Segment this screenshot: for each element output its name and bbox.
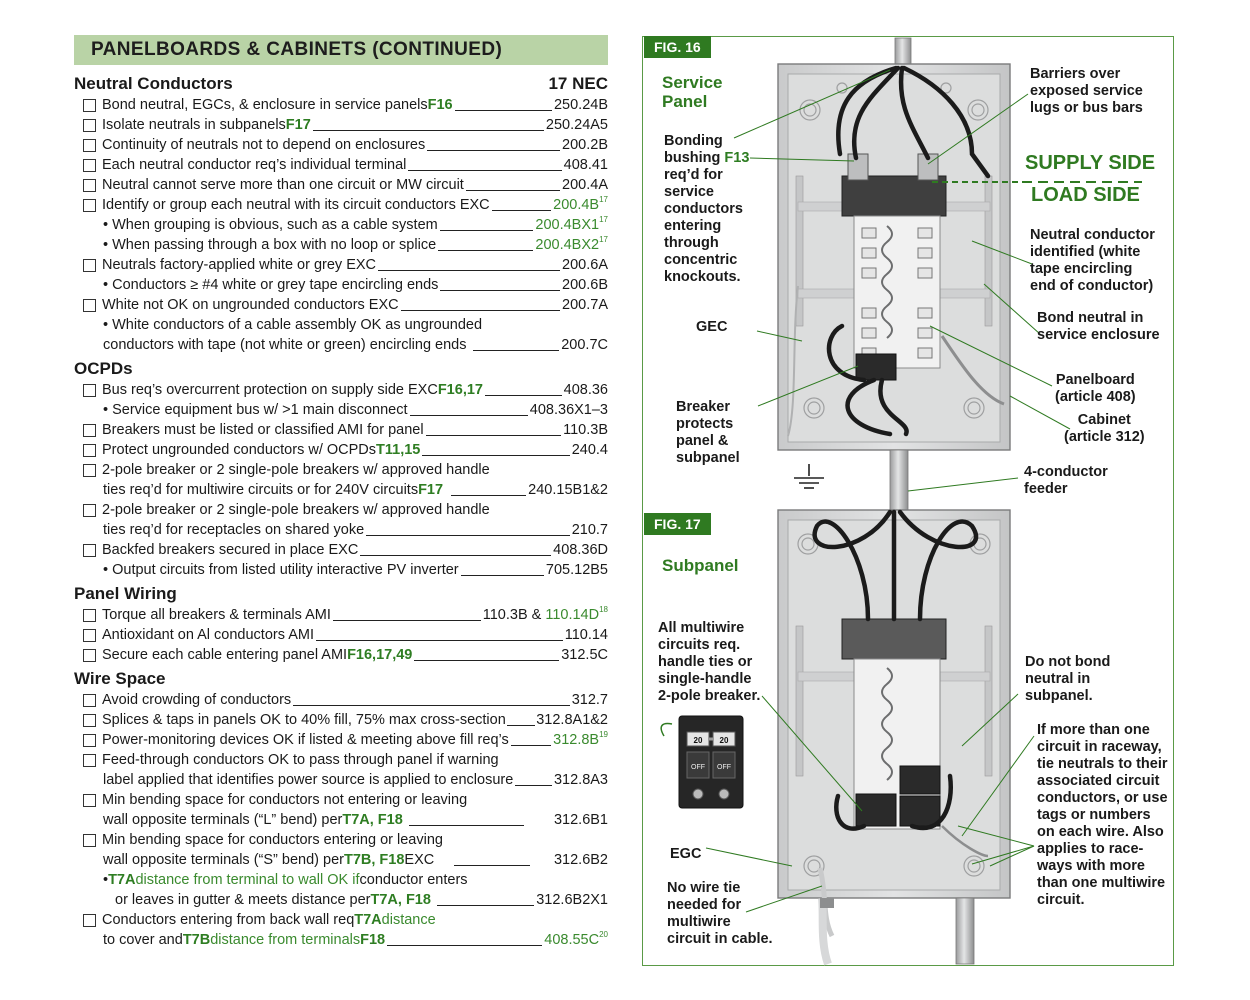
cable-clamp bbox=[820, 898, 834, 908]
breaker-off-left: OFF bbox=[691, 764, 705, 771]
checkbox[interactable] bbox=[83, 179, 96, 192]
ground-symbol-icon bbox=[794, 464, 824, 488]
checkbox[interactable] bbox=[83, 119, 96, 132]
list-item: Continuity of neutrals not to depend on enclosures 200.2B bbox=[74, 135, 608, 155]
list-item: Protect ungrounded conductors w/ OCPDs T11,15 240.4 bbox=[74, 440, 608, 460]
list-item: Power-monitoring devices OK if listed & meeting above fill req’s $312.8B^{19}$ bbox=[74, 730, 608, 750]
checkbox[interactable] bbox=[83, 259, 96, 272]
checkbox[interactable] bbox=[83, 714, 96, 727]
list-item: Splices & taps in panels OK to 40% fill, 75% max cross-section 312.8A1&2 bbox=[74, 710, 608, 730]
checkbox[interactable] bbox=[83, 159, 96, 172]
list-item: 2-pole breaker or 2 single-pole breakers w/ approved handle bbox=[74, 460, 608, 480]
list-item: Min bending space for conductors not entering or leaving bbox=[74, 790, 608, 810]
checkbox[interactable] bbox=[83, 694, 96, 707]
label-do-not-bond: Do not bond neutral in subpanel. bbox=[1025, 654, 1111, 704]
main-breaker bbox=[842, 176, 946, 216]
list-item: • White conductors of a cable assembly OK as ungrounded bbox=[103, 317, 483, 333]
list-item: conductors with tape (not white or green) encircling ends 200.7C bbox=[103, 337, 608, 353]
ground-bar-sub-left bbox=[796, 626, 803, 776]
list-item: Torque all breakers & terminals AMI 110.3B & $110.14D^{18}$ bbox=[74, 605, 608, 625]
checkbox[interactable] bbox=[83, 199, 96, 212]
feeder-conduit bbox=[890, 450, 908, 512]
list-item: • Output circuits from listed utility interactive PV inverter 705.12B5 bbox=[103, 562, 608, 578]
curved-arrow-icon bbox=[661, 724, 672, 737]
main-lugs-sub bbox=[842, 619, 946, 659]
section-neutral-conductors bbox=[74, 73, 608, 95]
checkbox[interactable] bbox=[83, 139, 96, 152]
list-item: wall opposite terminals (“S” bend) per T7B, F18 EXC 312.6B2 bbox=[103, 852, 608, 868]
checkbox[interactable] bbox=[83, 834, 96, 847]
label-egc: EGC bbox=[670, 846, 702, 862]
fig16-tag: FIG. 16 bbox=[644, 36, 711, 58]
list-item: 2-pole breaker or 2 single-pole breakers w/ approved handle bbox=[74, 500, 608, 520]
checkbox[interactable] bbox=[83, 424, 96, 437]
fig17-title: Subpanel bbox=[662, 556, 739, 575]
section-ocpds bbox=[74, 358, 608, 380]
list-item: Min bending space for conductors entering or leaving bbox=[74, 830, 608, 850]
checkbox[interactable] bbox=[83, 609, 96, 622]
checkbox[interactable] bbox=[83, 649, 96, 662]
list-item: Isolate neutrals in subpanels F17 250.24A5 bbox=[74, 115, 608, 135]
checkbox[interactable] bbox=[83, 754, 96, 767]
breaker-rating-left: 20 bbox=[693, 736, 703, 745]
fig16-title: Service Panel bbox=[662, 73, 723, 111]
label-supply-side: SUPPLY SIDE bbox=[1025, 152, 1156, 174]
section-wire-space bbox=[74, 668, 608, 690]
list-item: to cover and T7B distance from terminals F18 $408.55C^{20}$ bbox=[103, 930, 608, 948]
ground-bar-right bbox=[985, 176, 992, 326]
checkbox[interactable] bbox=[83, 794, 96, 807]
checkbox[interactable] bbox=[83, 734, 96, 747]
checkbox[interactable] bbox=[83, 914, 96, 927]
list-item: Antioxidant on Al conductors AMI 110.14 bbox=[74, 625, 608, 645]
list-item: wall opposite terminals (“L” bend) per T7A, F18 312.6B1 bbox=[103, 812, 608, 828]
checkbox[interactable] bbox=[83, 629, 96, 642]
breaker-off-right: OFF bbox=[717, 764, 731, 771]
list-item: Neutral cannot serve more than one circuit or MW circuit 200.4A bbox=[74, 175, 608, 195]
checkbox[interactable] bbox=[83, 384, 96, 397]
list-item: ties req’d for multiwire circuits or for 240V circuits F17 240.15B1&2 bbox=[103, 482, 608, 498]
list-item: Feed-through conductors OK to pass through panel if warning bbox=[74, 750, 608, 770]
fig17-tag: FIG. 17 bbox=[644, 513, 711, 535]
page-banner: PANELBOARDS & CABINETS (CONTINUED) bbox=[74, 35, 608, 65]
list-item: Identify or group each neutral with its circuit conductors EXC $200.4B^{17}$ bbox=[74, 195, 608, 215]
label-raceway-neutrals: If more than one circuit in raceway, tie neutrals to their associated circuit conductors, or use tags or numbers on each wire. Also applies to race- ways with more than one multiwire circuit. bbox=[1037, 722, 1168, 908]
list-item: Bus req’s overcurrent protection on supply side EXC F16,17 408.36 bbox=[74, 380, 608, 400]
checkbox[interactable] bbox=[83, 299, 96, 312]
list-item: Bond neutral, EGCs, & enclosure in service panels F16 250.24B bbox=[74, 95, 608, 115]
checkbox[interactable] bbox=[83, 444, 96, 457]
label-breaker-protects: Breaker protects panel & subpanel bbox=[676, 399, 740, 466]
checkbox[interactable] bbox=[83, 504, 96, 517]
label-feeder: 4-conductor feeder bbox=[1024, 464, 1108, 497]
code-checklist bbox=[74, 35, 608, 950]
label-barriers: Barriers over exposed service lugs or bus bars bbox=[1030, 66, 1143, 116]
list-item: ties req’d for receptacles on shared yoke 210.7 bbox=[103, 522, 608, 538]
list-item: White not OK on ungrounded conductors EXC 200.7A bbox=[74, 295, 608, 315]
figures-panel bbox=[642, 36, 1174, 966]
section-title: Neutral Conductors bbox=[74, 74, 233, 93]
list-item: or leaves in gutter & meets distance per T7A, F18 312.6B2X1 bbox=[115, 892, 608, 908]
label-load-side: LOAD SIDE bbox=[1031, 184, 1140, 206]
list-item: • Conductors ≥ #4 white or grey tape encircling ends 200.6B bbox=[103, 277, 608, 293]
panelboard-bus bbox=[854, 216, 940, 368]
section-title: Wire Space bbox=[74, 669, 166, 688]
list-item: • When passing through a box with no loop or splice $200.4BX2^{17}$ bbox=[103, 235, 608, 253]
list-item: Secure each cable entering panel AMI F16,17,49 312.5C bbox=[74, 645, 608, 665]
list-item: label applied that identifies power source is applied to enclosure 312.8A3 bbox=[103, 772, 608, 788]
two-pole-breaker-icon bbox=[679, 716, 743, 808]
label-no-wire-tie: No wire tie needed for multiwire circuit in cable. bbox=[667, 880, 773, 947]
subpanel-drawing bbox=[778, 510, 1010, 964]
list-item: Each neutral conductor req’s individual terminal 408.41 bbox=[74, 155, 608, 175]
list-item: Breakers must be listed or classified AMI for panel 110.3B bbox=[74, 420, 608, 440]
label-panelboard: Panelboard (article 408) bbox=[1055, 372, 1136, 405]
label-cabinet: Cabinet (article 312) bbox=[1064, 412, 1145, 445]
checkbox[interactable] bbox=[83, 99, 96, 112]
nec-edition: 17 NEC bbox=[548, 74, 608, 93]
label-neutral-identified: Neutral conductor identified (white tape encircling end of conductor) bbox=[1030, 227, 1155, 294]
section-panel-wiring bbox=[74, 583, 608, 605]
label-multiwire: All multiwire circuits req. handle ties or single-handle 2-pole breaker. bbox=[658, 620, 761, 704]
list-item: Avoid crowding of conductors 312.7 bbox=[74, 690, 608, 710]
section-title: OCPDs bbox=[74, 359, 133, 378]
ground-bar-sub-right bbox=[985, 626, 992, 776]
service-panel-drawing bbox=[778, 38, 1010, 512]
checkbox[interactable] bbox=[83, 544, 96, 557]
breaker-rating-right: 20 bbox=[719, 736, 729, 745]
label-gec: GEC bbox=[696, 319, 728, 335]
feeder-breaker bbox=[856, 354, 896, 380]
list-item: Backfed breakers secured in place EXC 408.36D bbox=[74, 540, 608, 560]
raceway-conduit bbox=[956, 898, 974, 964]
list-item: • T7A distance from terminal to wall OK if conductor enters bbox=[103, 872, 468, 888]
list-item: • When grouping is obvious, such as a cable system $200.4BX1^{17}$ bbox=[103, 215, 608, 233]
section-title: Panel Wiring bbox=[74, 584, 177, 603]
list-item: Conductors entering from back wall req T7A distance bbox=[74, 910, 608, 930]
checkbox[interactable] bbox=[83, 464, 96, 477]
label-bond-neutral: Bond neutral in service enclosure bbox=[1037, 310, 1160, 343]
list-item: Neutrals factory-applied white or grey EXC 200.6A bbox=[74, 255, 608, 275]
label-bonding-bushing: Bonding bushing F13 req’d for service conductors entering through concentric knockouts. bbox=[664, 133, 750, 285]
list-item: • Service equipment bus w/ >1 main disconnect 408.36X1–3 bbox=[103, 402, 608, 418]
